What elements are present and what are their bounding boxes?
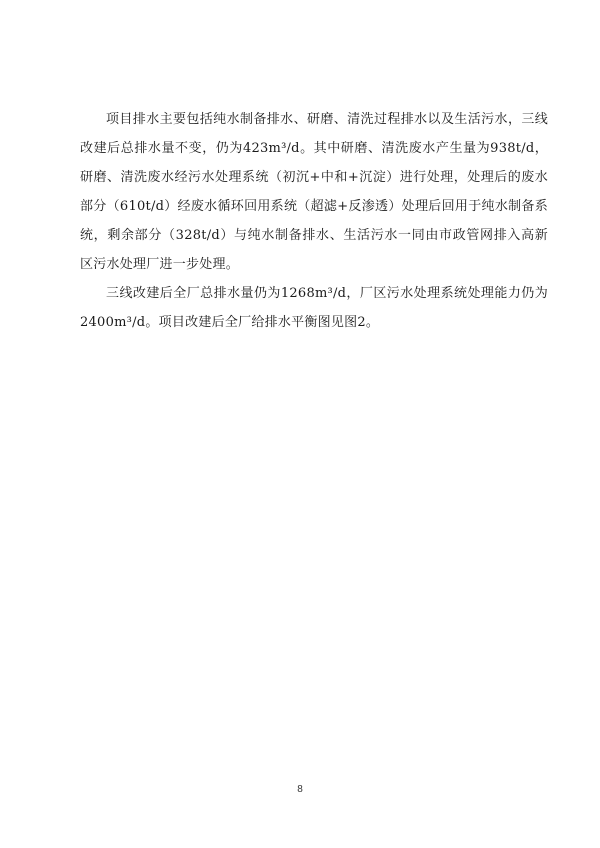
page-number: 8 xyxy=(297,784,303,795)
body-text xyxy=(80,105,548,337)
paragraph-total-drainage: 三线改建后全厂总排水量仍为1268m³/d，厂区污水处理系统处理能力仍为2400m³/d。项目改建后全厂给排水平衡图见图2。 xyxy=(80,286,548,330)
paragraph-drainage-overview: 项目排水主要包括纯水制备排水、研磨、清洗过程排水以及生活污水，三线改建后总排水量不变，仍为423m³/d。其中研磨、清洗废水产生量为938t/d，研磨、清洗废水经污水处理系统（初沉+中和+沉淀）进行处理，处理后的废水部分（610t/d）经废水循环回用系统（超滤+反渗透）处理后回用于纯水制备系统，剩余部分（328t/d）与纯水制备排水、生活污水一同由市政管网排入高新区污水处理厂进一步处理。 xyxy=(80,112,548,272)
